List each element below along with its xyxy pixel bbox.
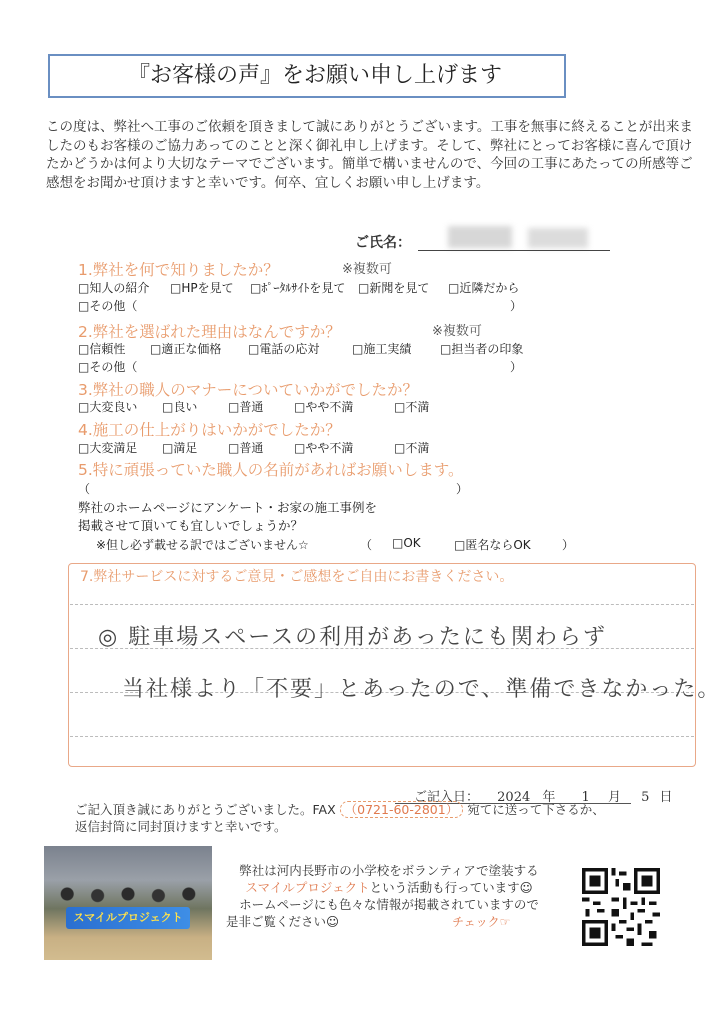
q7-question: 7.弊社サービスに対するご意見・ご感想をご自由にお書きください。	[80, 569, 514, 585]
comment-rule	[70, 736, 694, 737]
q2-option-fair-price[interactable]: □適正な価格	[150, 342, 222, 356]
q2-other-close: ）	[510, 360, 523, 374]
q4-question: 4.施工の仕上がりはいかがでしたか？	[78, 421, 341, 439]
promo-line-1: 弊社は河内長野市の小学校をボランティアで塗装する	[239, 863, 539, 878]
fax-number: （0721-60-2801）	[340, 801, 464, 818]
date-day[interactable]: 5	[641, 790, 650, 805]
thanks-text-line2: 返信封筒に同封頂けますと幸いです。	[75, 819, 287, 834]
q4-option-somewhat-dissatisfied[interactable]: □やや不満	[294, 441, 354, 455]
date-year-unit: 年	[542, 790, 556, 805]
q1-option-portal-site[interactable]: □ﾎﾟｰﾀﾙｻｲﾄを見て	[250, 281, 346, 295]
q4-option-very-satisfied[interactable]: □大変満足	[78, 441, 138, 455]
intro-paragraph: この度は、弊社へ工事のご依頼を頂きまして誠にありがとうございます。工事を無事に終えることが出来ましたのもお客様のご協力あってのことと深く御礼申し上げます。そして、弊社にとってお客様に喜んで頂けたかどうかは何より大切なテーマでございます。簡単で構いませんので、今回の工事にあたっての所感等ご感想をお聞かせ頂けますと幸いです。何卒、宜しくお願い申し上げます。	[46, 119, 693, 191]
comment-handwriting-line-2: 当社様より「不要」とあったので、準備できなかった。	[122, 677, 722, 702]
page-title: 『お客様の声』をお願い申し上げます	[48, 54, 566, 98]
q2-option-track-record[interactable]: □施工実績	[352, 342, 412, 356]
q3-option-very-good[interactable]: □大変良い	[78, 400, 138, 414]
q3-option-somewhat-dissatisfied[interactable]: □やや不満	[294, 400, 354, 414]
q1-option-acquaintance[interactable]: □知人の紹介	[78, 281, 150, 295]
name-field[interactable]	[418, 250, 610, 251]
q1-question: 1.弊社を何で知りましたか？	[78, 261, 279, 279]
footer-thanks	[75, 801, 645, 835]
thanks-text-pre: ご記入頂き誠にありがとうございました。FAX	[75, 802, 336, 817]
comment-rule	[70, 604, 694, 605]
redacted-name-part-2	[528, 228, 588, 248]
q4-option-average[interactable]: □普通	[228, 441, 264, 455]
q1-option-other[interactable]: □その他（	[78, 299, 138, 313]
volunteer-group-people	[52, 878, 204, 910]
q3-option-average[interactable]: □普通	[228, 400, 264, 414]
q6-close-paren: ）	[562, 538, 575, 552]
qr-code-icon[interactable]	[582, 868, 660, 946]
q6-note: ※但し必ず載せる訳ではございません☆	[96, 538, 309, 552]
redacted-name-part-1	[448, 226, 512, 248]
q6-line-2: 掲載させて頂いても宜しいでしょうか？	[78, 518, 304, 533]
q4-option-satisfied[interactable]: □満足	[162, 441, 198, 455]
promo-line-4: 是非ご覧ください☺	[226, 914, 340, 929]
q1-option-neighborhood[interactable]: □近隣だから	[448, 281, 520, 295]
name-label: ご氏名：	[355, 235, 411, 251]
smile-project-banner: スマイルプロジェクト	[66, 907, 190, 929]
q2-option-staff-impression[interactable]: □担当者の印象	[440, 342, 524, 356]
q3-option-good[interactable]: □良い	[162, 400, 198, 414]
q2-multi-note: ※複数可	[432, 324, 482, 339]
promo-line-3: ホームページにも色々な情報が掲載されていますので	[239, 897, 539, 912]
date-month-unit: 月	[607, 790, 621, 805]
promo-line-2-rest: という活動も行っています☺	[369, 880, 533, 895]
promo-text	[214, 862, 564, 930]
q4-option-dissatisfied[interactable]: □不満	[394, 441, 430, 455]
q6-option-ok[interactable]: □OK	[392, 536, 421, 550]
comment-handwriting-line-1: ◎ 駐車場スペースの利用があったにも関わらず	[98, 625, 607, 650]
q5-close-paren: ）	[456, 482, 469, 496]
q3-option-dissatisfied[interactable]: □不満	[394, 400, 430, 414]
q1-option-newspaper[interactable]: □新聞を見て	[358, 281, 430, 295]
date-month[interactable]: 1	[581, 790, 590, 805]
date-year[interactable]: 2024	[497, 790, 531, 805]
q2-option-reliability[interactable]: □信頼性	[78, 342, 126, 356]
q2-question: 2.弊社を選ばれた理由はなんですか？	[78, 323, 341, 341]
q2-option-other[interactable]: □その他（	[78, 360, 138, 374]
smile-project-link[interactable]: スマイルプロジェクト	[245, 880, 370, 895]
q6-line-1: 弊社のホームページにアンケート・お家の施工事例を	[78, 500, 378, 515]
q1-option-homepage[interactable]: □HPを見て	[170, 281, 234, 295]
q1-multi-note: ※複数可	[342, 262, 392, 277]
q1-other-close: ）	[510, 299, 523, 313]
q6-open-paren: （	[360, 538, 373, 552]
promo-line-2	[214, 879, 564, 896]
q5-question: 5.特に頑張っていた職人の名前があればお願いします。	[78, 461, 464, 479]
thanks-text-post: 宛てに送って下さるか、	[467, 802, 605, 817]
q3-question: 3.弊社の職人のマナーについていかがでしたか？	[78, 381, 418, 399]
check-link[interactable]: チェック☞	[452, 915, 511, 929]
q2-option-phone-response[interactable]: □電話の応対	[248, 342, 320, 356]
q5-open-paren[interactable]: （	[78, 482, 91, 496]
q6-option-anonymous-ok[interactable]: □匿名ならOK	[454, 538, 531, 552]
date-label: ご記入日：	[414, 790, 480, 805]
date-day-unit: 日	[659, 790, 673, 805]
